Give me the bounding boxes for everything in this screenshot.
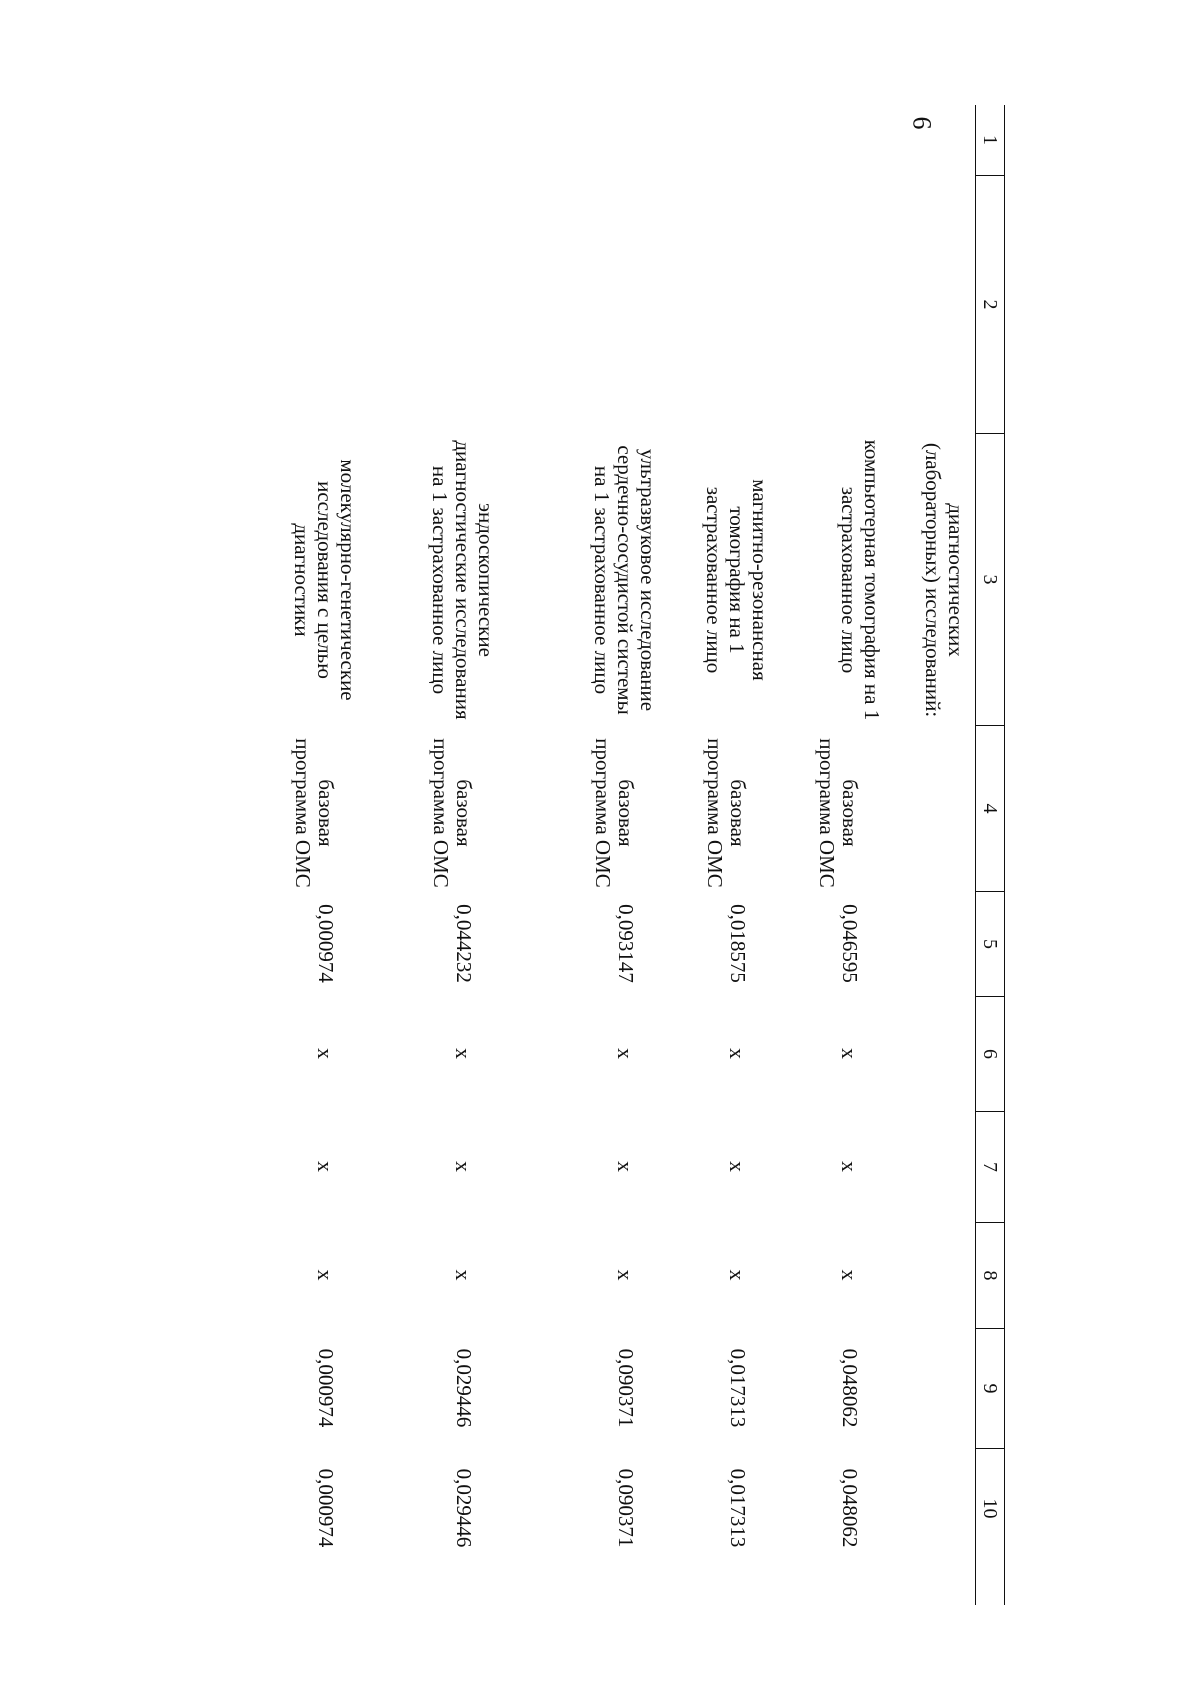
cell-indicator: ультразвуковое исследование сердечно-сосудистой системы на 1 застрахованное лицо <box>590 445 660 715</box>
page-number: 6 <box>907 116 937 130</box>
cell-indicator: магнитно-резонансная томография на 1 застрахованное лицо <box>702 479 772 681</box>
cell-col5: 0,046595 <box>838 904 862 983</box>
cell-program: базовая программа ОМС <box>291 738 338 888</box>
cell-col10: 0,000974 <box>314 1468 338 1548</box>
header-col-3: 3 <box>976 433 1004 725</box>
cell-program: базовая программа ОМС <box>429 738 476 888</box>
cell-col5: 0,093147 <box>614 904 638 983</box>
cell-indicator: эндоскопические диагностические исследования на 1 застрахованное лицо <box>428 440 498 720</box>
cell-col8: х <box>837 1269 862 1281</box>
cell-col10: 0,048062 <box>838 1468 862 1548</box>
cell-program: базовая программа ОМС <box>815 738 862 888</box>
cell-program: базовая программа ОМС <box>591 738 638 888</box>
cell-col9: 0,029446 <box>452 1348 476 1428</box>
header-col-4: 4 <box>976 725 1004 891</box>
cell-col9: 0,090371 <box>614 1348 638 1428</box>
header-col-10: 10 <box>976 1448 1004 1568</box>
cell-col7: х <box>451 1161 476 1172</box>
norms-table <box>175 105 1005 1605</box>
cell-indicator: компьютерная томография на 1 застрахованное лицо <box>837 439 884 721</box>
cell-col6: х <box>725 1048 750 1059</box>
intro-text: диагностических (лабораторных) исследований: <box>921 442 968 718</box>
cell-program: базовая программа ОМС <box>703 738 750 888</box>
cell-col8: х <box>451 1269 476 1281</box>
cell-col7: х <box>837 1161 862 1172</box>
cell-col8: х <box>313 1269 338 1281</box>
header-col-9: 9 <box>976 1328 1004 1448</box>
cell-col8: х <box>725 1269 750 1281</box>
cell-col6: х <box>613 1048 638 1059</box>
cell-col7: х <box>313 1161 338 1172</box>
cell-col7: х <box>725 1161 750 1172</box>
cell-col9: 0,048062 <box>838 1348 862 1428</box>
header-col-6: 6 <box>976 996 1004 1111</box>
cell-col9: 0,000974 <box>314 1348 338 1428</box>
cell-col10: 0,029446 <box>452 1468 476 1548</box>
cell-col5: 0,018575 <box>726 904 750 983</box>
cell-col10: 0,090371 <box>614 1468 638 1548</box>
cell-col7: х <box>613 1161 638 1172</box>
cell-col8: х <box>613 1269 638 1281</box>
cell-col6: х <box>837 1048 862 1059</box>
cell-indicator: молекулярно-генетические исследования с целью диагностики <box>290 459 360 701</box>
header-col-5: 5 <box>976 891 1004 996</box>
cell-col6: х <box>451 1048 476 1059</box>
header-col-7: 7 <box>976 1111 1004 1222</box>
cell-col9: 0,017313 <box>726 1348 750 1428</box>
cell-col6: х <box>313 1048 338 1059</box>
table-header-row <box>975 105 1005 1605</box>
header-col-8: 8 <box>976 1222 1004 1328</box>
cell-col10: 0,017313 <box>726 1468 750 1548</box>
rotated-table-container <box>175 105 1005 1605</box>
cell-col5: 0,000974 <box>314 904 338 983</box>
header-col-1: 1 <box>979 135 1001 145</box>
header-col-2: 2 <box>976 175 1004 433</box>
cell-col5: 0,044232 <box>452 904 476 983</box>
